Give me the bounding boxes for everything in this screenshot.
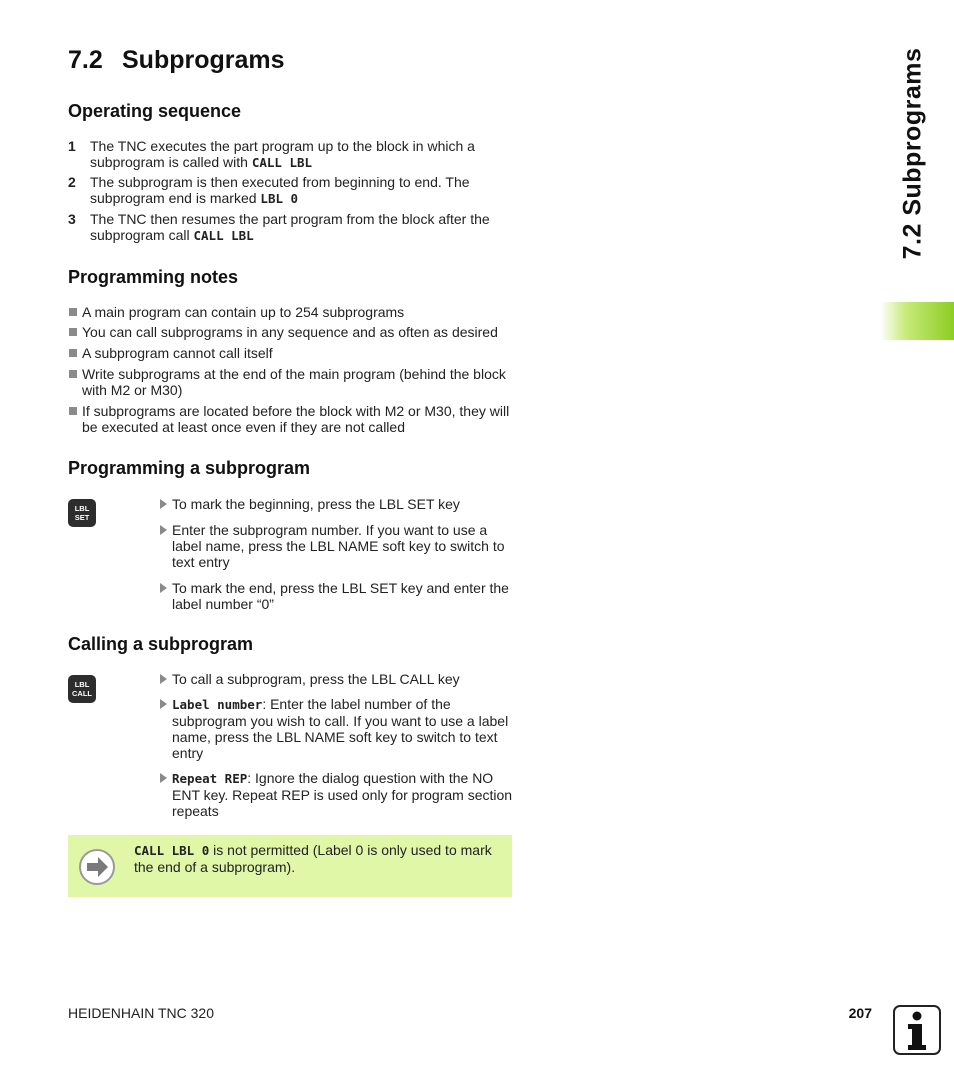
chapter-title <box>68 46 285 75</box>
bullet-square-icon <box>69 308 77 316</box>
bullet-square-icon <box>69 328 77 336</box>
side-chapter-label: 7.2 Subprograms <box>898 47 927 259</box>
sequence-step: 1 The TNC executes the part program up to the block in which a subprogram is called with CALL LBL <box>68 138 475 170</box>
note-box <box>68 835 512 897</box>
arrow-right-circle-icon <box>78 848 116 891</box>
code-call-lbl: CALL LBL <box>251 155 313 170</box>
section-heading-calling-subprogram: Calling a subprogram <box>68 634 254 654</box>
code-lbl-0: LBL 0 <box>260 191 299 206</box>
note-text: CALL LBL 0 is not permitted (Label 0 is only used to mark the end of a subprogram). <box>134 842 492 875</box>
lbl-set-key-icon: LBL SET <box>68 499 96 527</box>
footer-product-name: HEIDENHAIN TNC 320 <box>68 1005 215 1021</box>
section-heading-programming-subprogram: Programming a subprogram <box>68 458 311 478</box>
section-heading-programming-notes: Programming notes <box>68 267 239 287</box>
sequence-step: 3 The TNC then resumes the part program from the block after the subprogram call CALL LBL <box>68 211 490 243</box>
code-call-lbl-0: CALL LBL 0 <box>134 843 210 858</box>
arrow-right-icon <box>160 499 167 509</box>
arrow-right-icon <box>160 583 167 593</box>
sequence-step: 2 The subprogram is then executed from beginning to end. The subprogram end is marked LBL 0 <box>68 174 470 206</box>
code-label-number: Label number <box>172 697 263 712</box>
lbl-call-key-icon: LBL CALL <box>68 675 96 703</box>
arrow-right-icon <box>160 699 167 709</box>
bullet-square-icon <box>69 349 77 357</box>
arrow-right-icon <box>160 773 167 783</box>
chapter-title-text: Subprograms <box>122 46 285 74</box>
code-call-lbl: CALL LBL <box>193 228 254 243</box>
arrow-right-icon <box>160 674 167 684</box>
chapter-number: 7.2 <box>68 46 103 74</box>
arrow-right-icon <box>160 525 167 535</box>
info-icon <box>893 1005 941 1055</box>
page-number: 207 <box>848 1005 872 1021</box>
section-heading-operating-sequence: Operating sequence <box>68 101 242 121</box>
bullet-square-icon <box>69 370 77 378</box>
chapter-thumb-tab <box>880 302 954 340</box>
code-repeat-rep: Repeat REP <box>172 771 248 786</box>
bullet-square-icon <box>69 407 77 415</box>
